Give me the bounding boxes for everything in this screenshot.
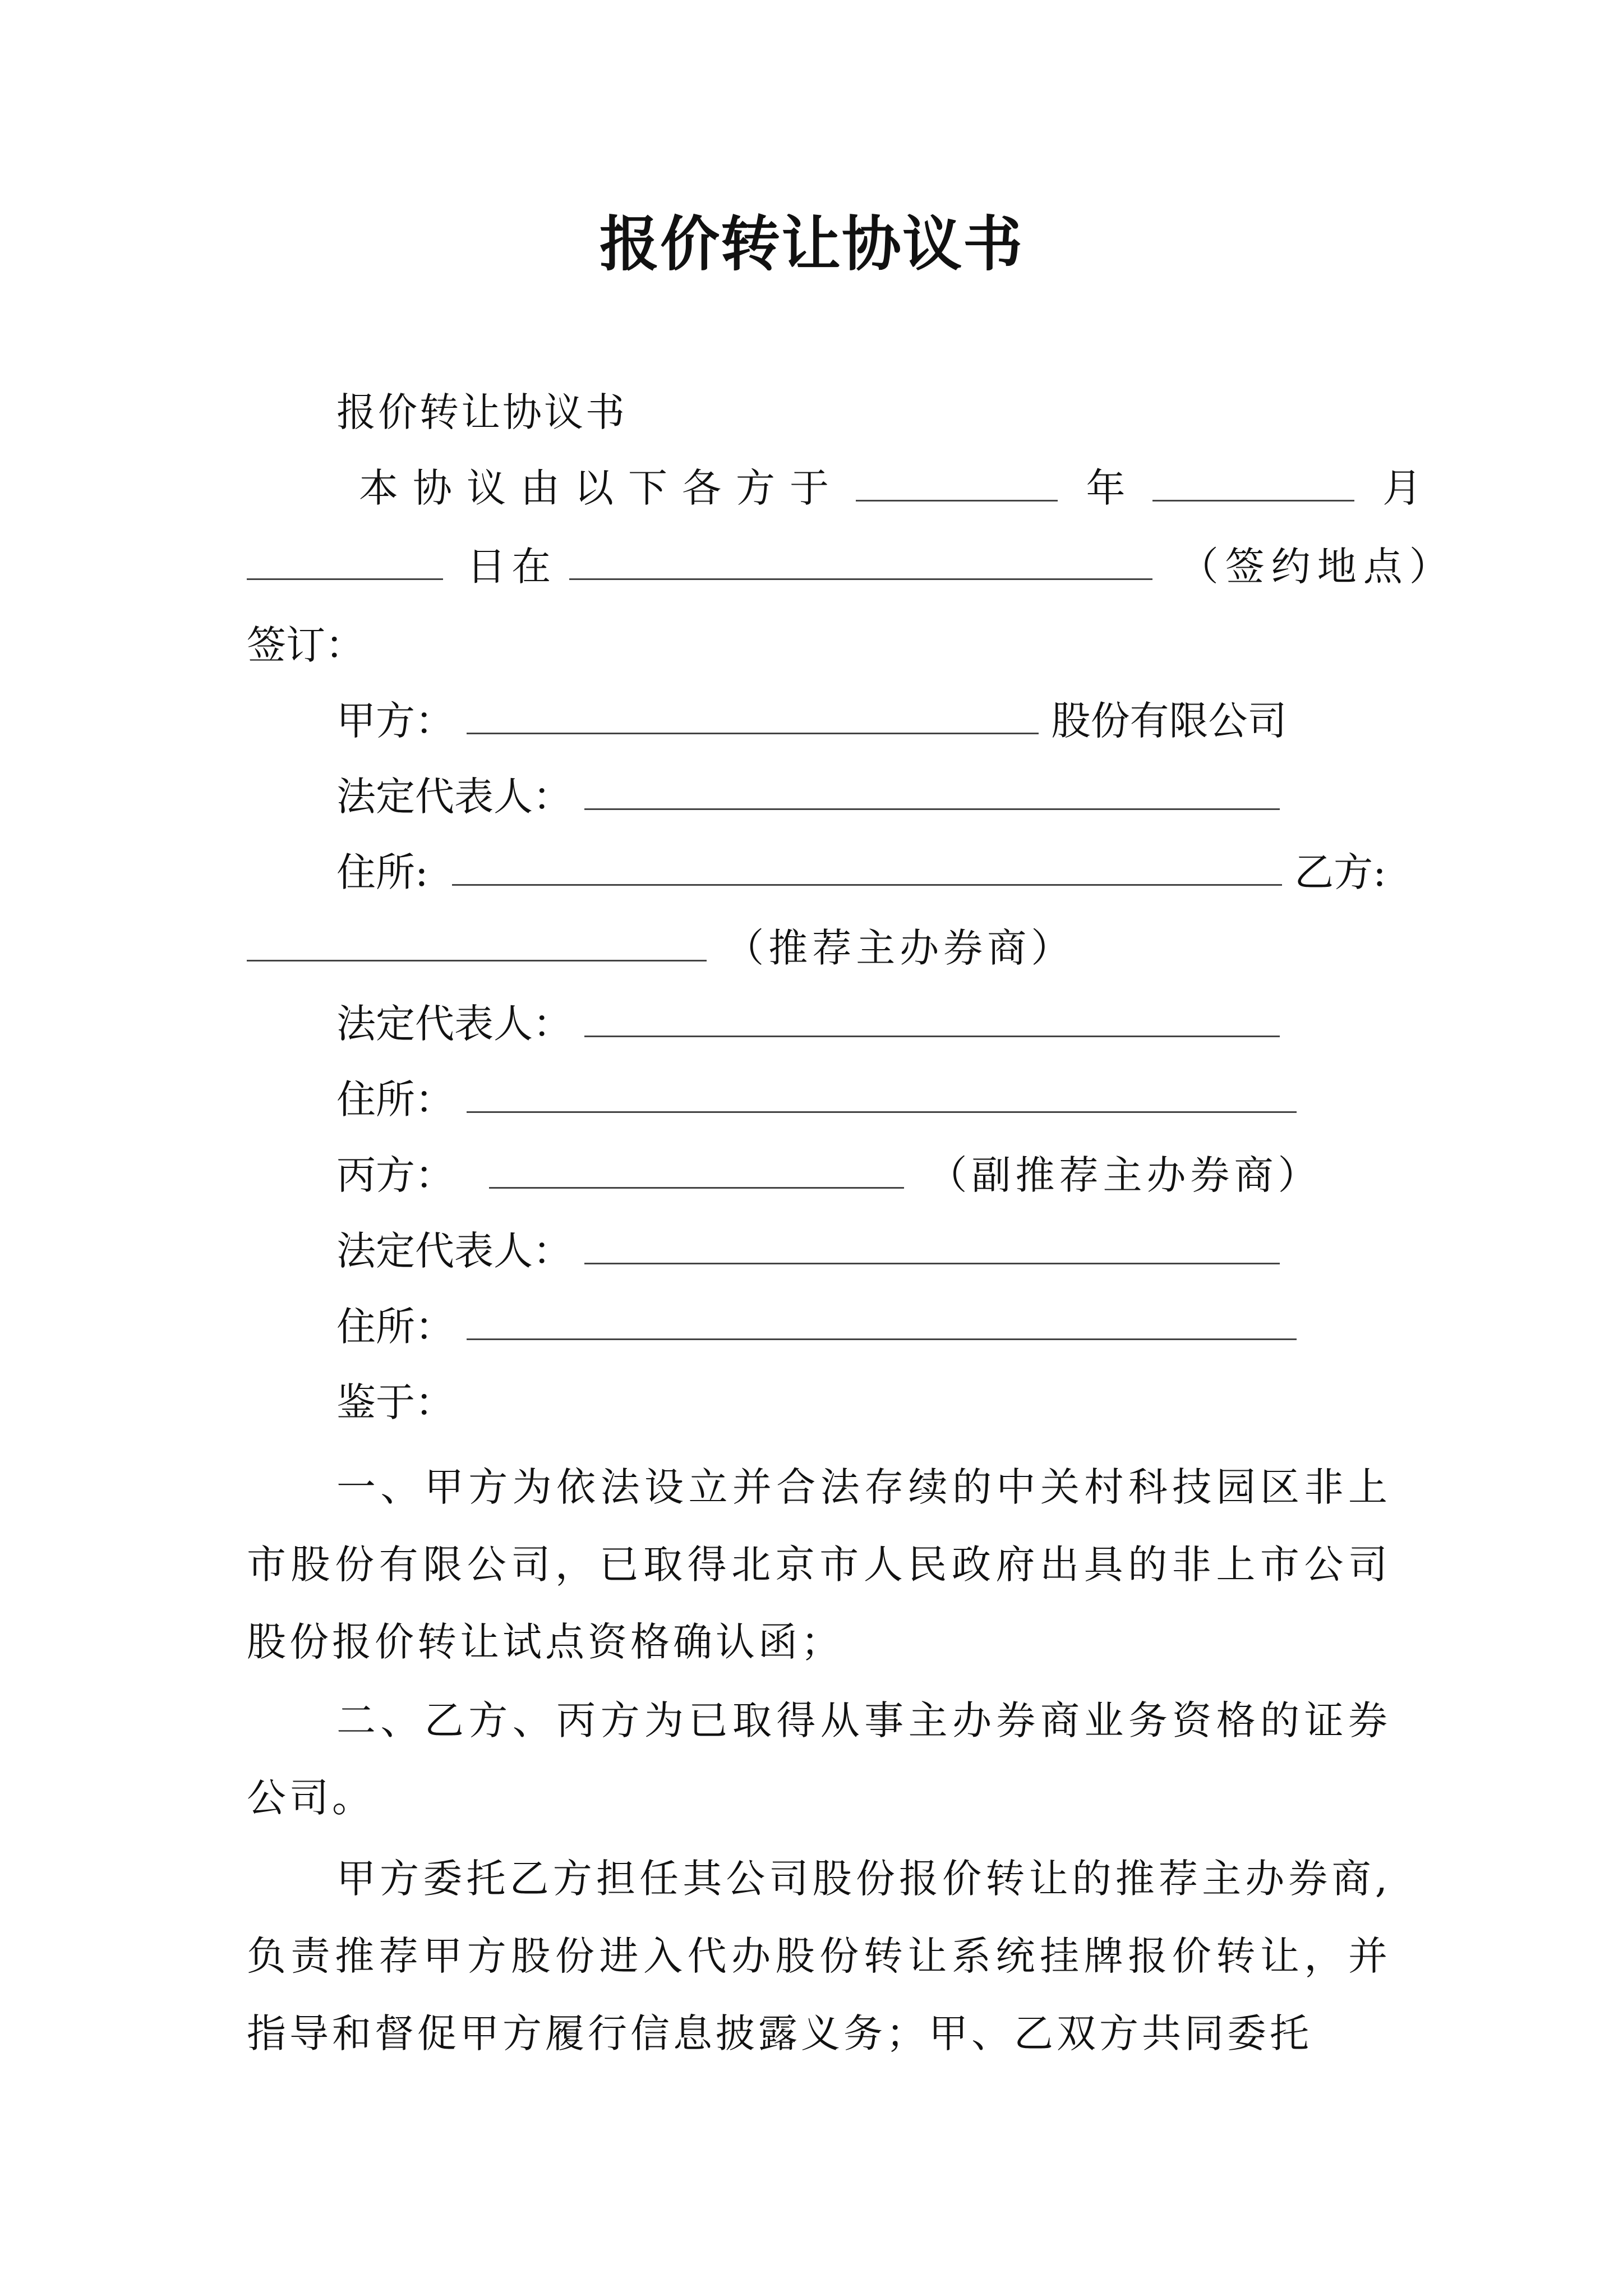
party-c-addr-label: 住所： xyxy=(336,1304,454,1350)
party-b-note: （推荐主办券商） xyxy=(725,925,1075,971)
party-c-rep-blank xyxy=(584,1230,1280,1264)
intro-line-1 xyxy=(359,460,1422,516)
document-title: 报价转让协议书 xyxy=(600,209,1023,279)
party-b-rep-blank xyxy=(584,1003,1280,1037)
party-c-rep-label: 法定代表人： xyxy=(336,1228,572,1274)
party-a-suffix: 股份有限公司 xyxy=(1051,698,1287,744)
party-a-rep-line xyxy=(336,769,1280,825)
party-b-name-line xyxy=(247,920,1075,976)
party-c-name-blank xyxy=(489,1154,904,1189)
clause-2: 二、乙方、丙方为已取得从事主办券商业务资格的证券公司。 xyxy=(247,1697,1391,1821)
party-b-rep-line xyxy=(336,996,1280,1052)
document-subtitle: 报价转让协议书 xyxy=(336,389,627,435)
year-blank xyxy=(856,467,1058,501)
party-c-line xyxy=(336,1147,1322,1203)
party-b-label: 乙方: xyxy=(1294,849,1386,895)
party-a-addr-blank xyxy=(452,852,1282,886)
party-a-rep-label: 法定代表人： xyxy=(336,774,572,820)
party-c-addr-line xyxy=(336,1299,1297,1355)
day-blank xyxy=(247,546,443,580)
party-b-addr-label: 住所： xyxy=(336,1076,454,1122)
party-c-rep-line xyxy=(336,1223,1280,1279)
party-c-label: 丙方： xyxy=(336,1152,454,1198)
party-a-label: 甲方： xyxy=(336,698,454,744)
party-a-name-blank xyxy=(467,700,1039,734)
party-a-rep-blank xyxy=(584,776,1280,810)
party-b-addr-line xyxy=(336,1071,1297,1128)
clause-1: 一、甲方为依法设立并合法存续的中关村科技园区非上市股份有限公司，已取得北京市人民政府出具的非上市公司股份报价转让试点资格确认函； xyxy=(247,1464,1391,1665)
place-blank xyxy=(569,546,1152,580)
party-a-addr-line xyxy=(336,844,1386,900)
party-c-note: （副推荐主办券商） xyxy=(928,1152,1322,1198)
party-c-addr-blank xyxy=(467,1306,1297,1340)
intro-prefix: 本协议由以下各方于 xyxy=(359,465,843,511)
intro-line-2 xyxy=(247,539,1455,595)
party-b-name-blank xyxy=(247,927,707,961)
signed-label: 签订： xyxy=(247,622,365,668)
month-label: 月 xyxy=(1382,465,1422,511)
clause-3: 甲方委托乙方担任其公司股份报价转让的推荐主办券商,负责推荐甲方股份进入代办股份转让系统挂牌报价转让，并指导和督促甲方履行信息披露义务；甲、乙双方共同委托 xyxy=(247,1856,1391,2056)
month-blank xyxy=(1152,467,1354,501)
whereas-label: 鉴于： xyxy=(336,1379,454,1425)
day-at-label: 日在 xyxy=(467,544,557,590)
party-b-addr-blank xyxy=(467,1079,1297,1113)
year-label: 年 xyxy=(1086,465,1140,511)
party-a-line xyxy=(336,693,1287,749)
party-a-addr-label: 住所: xyxy=(336,849,428,895)
place-note: （签约地点） xyxy=(1179,544,1455,590)
party-b-rep-label: 法定代表人： xyxy=(336,1001,572,1047)
